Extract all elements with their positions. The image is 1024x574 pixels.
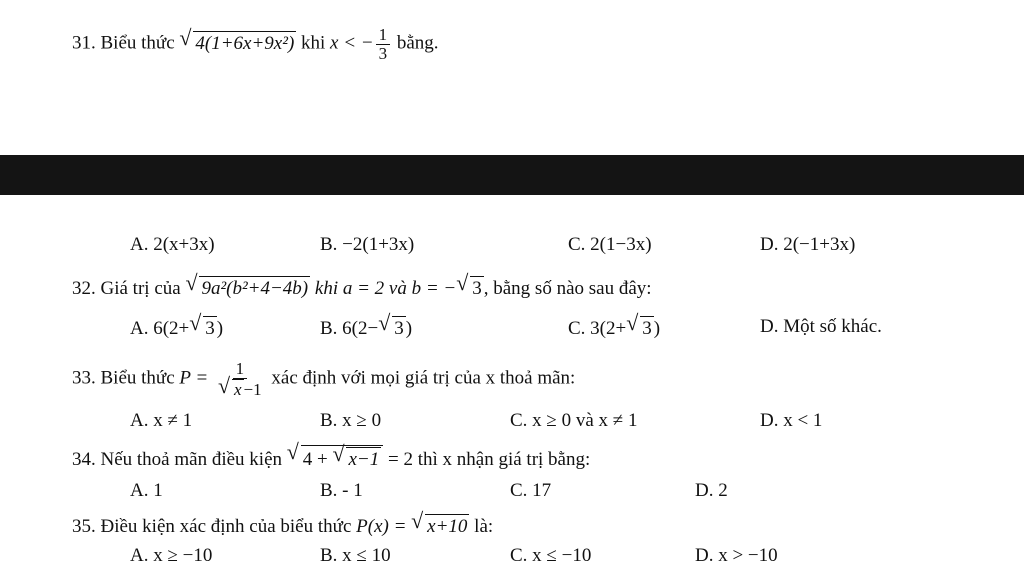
condition-prefix: khi [301, 32, 326, 54]
option-c: C. x ≤ −10 [510, 545, 592, 566]
option-a: A. x ≠ 1 [130, 410, 193, 431]
question-number: 35. [72, 516, 96, 537]
sqrt-three: √ 3 [189, 310, 215, 339]
question-tail: xác định với mọi giá trị của x thoả mãn: [271, 367, 576, 389]
question-text: Biểu thức [100, 32, 175, 54]
question-33 [72, 360, 575, 399]
p-label: P = [179, 367, 209, 389]
option-d: D. 2 [695, 480, 728, 501]
option-b: B. x ≥ 0 [320, 410, 382, 431]
option-a: A. 1 [130, 480, 163, 501]
option-d: D. x > −10 [695, 545, 778, 566]
question-number: 34. [72, 449, 96, 470]
question-text: Điều kiện xác định của biểu thức [100, 516, 352, 537]
px-label: P(x) = [356, 516, 407, 537]
option-d: D. x < 1 [760, 410, 823, 431]
fraction: 1 √ x −1 [218, 359, 262, 399]
question-tail: , bằng số nào sau đây: [483, 278, 652, 299]
condition: khi a = 2 và b = − [314, 278, 457, 299]
condition: x < − [330, 32, 374, 54]
equals: = 2 [388, 449, 413, 470]
option-c: C. x ≥ 0 và x ≠ 1 [510, 410, 638, 431]
option-b: B. −2(1+3x) [320, 234, 415, 255]
question-tail: bằng. [396, 32, 439, 54]
option-b: B. - 1 [320, 480, 363, 501]
question-number: 32. [72, 278, 96, 299]
option-c: C. 2(1−3x) [568, 234, 652, 255]
question-tail: là: [474, 516, 494, 537]
sqrt-expression: √ 9a²(b²+4−4b) [185, 270, 309, 299]
option-d: D. 2(−1+3x) [760, 234, 856, 255]
option-b: B. 6(2− √ 3 ) [320, 310, 413, 339]
sqrt-three: √ 3 [626, 310, 652, 339]
question-text: Nếu thoả mãn điều kiện [100, 449, 283, 470]
question-32 [72, 270, 652, 300]
sqrt-three: √ 3 [456, 270, 482, 299]
option-c: C. 17 [510, 480, 552, 501]
question-text: Biểu thức [100, 367, 175, 389]
question-35 [72, 508, 494, 538]
option-a: A. 6(2+ √ 3 ) [130, 310, 224, 339]
sqrt-expression: √ x+10 [411, 508, 468, 537]
question-tail: thì x nhận giá trị bằng: [417, 449, 591, 470]
question-number: 33. [72, 367, 96, 389]
nested-sqrt: √ 4 + √ x−1 [287, 445, 383, 471]
question-34 [72, 439, 591, 471]
option-a: A. 2(x+3x) [130, 234, 215, 255]
sqrt-x: √ x [218, 372, 242, 399]
question-31 [72, 26, 439, 63]
option-b: B. x ≤ 10 [320, 545, 391, 566]
fraction: $\frac{1}{3}$ [376, 26, 391, 63]
option-c: C. 3(2+ √ 3 ) [568, 310, 661, 339]
option-d: D. Một số khác. [760, 316, 882, 337]
sqrt-expression: √ 4(1+6x+9x²) [179, 24, 295, 54]
question-number: 31. [72, 32, 96, 54]
option-a: A. x ≥ −10 [130, 545, 213, 566]
black-bar-divider [0, 155, 1024, 195]
sqrt-three: √ 3 [378, 310, 404, 339]
question-text: Giá trị của [100, 278, 181, 299]
inner-sqrt: √ x−1 [332, 441, 380, 470]
